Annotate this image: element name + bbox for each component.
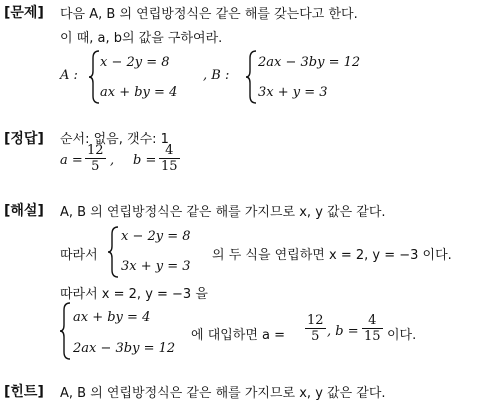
solution-system-1-brace (107, 226, 119, 278)
system-a-label: A : (60, 68, 78, 83)
problem-label: [문제] (4, 5, 44, 21)
solution-system-1-result: 의 두 식을 연립하면 x = 2, y = −3 이다. (212, 248, 452, 263)
solution-system-2-brace (59, 302, 71, 360)
solution-label: [해설] (4, 203, 44, 219)
system-b-equation-1: 2ax − 3by = 12 (258, 55, 361, 70)
solution-b-fraction (362, 313, 383, 344)
hint-line-1: A, B 의 연립방정식은 같은 해를 가지므로 x, y 값은 같다. (60, 386, 386, 401)
system-b-brace (245, 50, 257, 104)
solution-a-denominator: 5 (311, 329, 320, 344)
answer-label: [정답] (4, 131, 44, 147)
solution-system-2-equation-1: ax + by = 4 (73, 310, 151, 325)
hint-label: [힌트] (4, 384, 44, 400)
system-a-brace (88, 50, 100, 104)
system-a-equation-1: x − 2y = 8 (100, 55, 170, 70)
problem-line-1: 다음 A, B 의 연립방정식은 같은 해를 갖는다고 한다. (60, 7, 358, 22)
answer-a-prefix: a = (60, 153, 83, 168)
answer-line-1: 순서: 없음, 갯수: 1 (60, 132, 169, 147)
solution-b-numerator: 4 (368, 313, 377, 328)
solution-b-prefix: , b = (327, 324, 359, 339)
solution-b-denominator: 15 (364, 329, 381, 344)
solution-line-1: A, B 의 연립방정식은 같은 해를 가지므로 x, y 값은 같다. (60, 205, 386, 220)
answer-a-fraction (85, 143, 106, 174)
solution-suffix: 이다. (387, 328, 417, 343)
answer-b-fraction (159, 143, 180, 174)
answer-b-denominator: 15 (161, 159, 178, 174)
solution-substitute-text: 에 대입하면 a = (191, 328, 286, 343)
answer-a-numerator: 12 (87, 143, 104, 158)
answer-a-denominator: 5 (91, 159, 100, 174)
answer-comma: , (110, 153, 115, 168)
solution-system-1-equation-1: x − 2y = 8 (121, 229, 191, 244)
solution-a-fraction (305, 313, 326, 344)
solution-a-numerator: 12 (307, 313, 324, 328)
solution-therefore-1: 따라서 (60, 248, 98, 263)
system-a-equation-2: ax + by = 4 (100, 85, 178, 100)
problem-line-2: 이 때, a, b의 값을 구하여라. (60, 31, 223, 46)
solution-system-2-equation-2: 2ax − 3by = 12 (73, 341, 176, 356)
system-b-label: , B : (203, 68, 230, 83)
solution-line-3: 따라서 x = 2, y = −3 을 (60, 287, 208, 302)
solution-system-1-equation-2: 3x + y = 3 (121, 259, 191, 274)
system-b-equation-2: 3x + y = 3 (258, 85, 328, 100)
answer-b-prefix: b = (133, 153, 157, 168)
answer-b-numerator: 4 (165, 143, 174, 158)
